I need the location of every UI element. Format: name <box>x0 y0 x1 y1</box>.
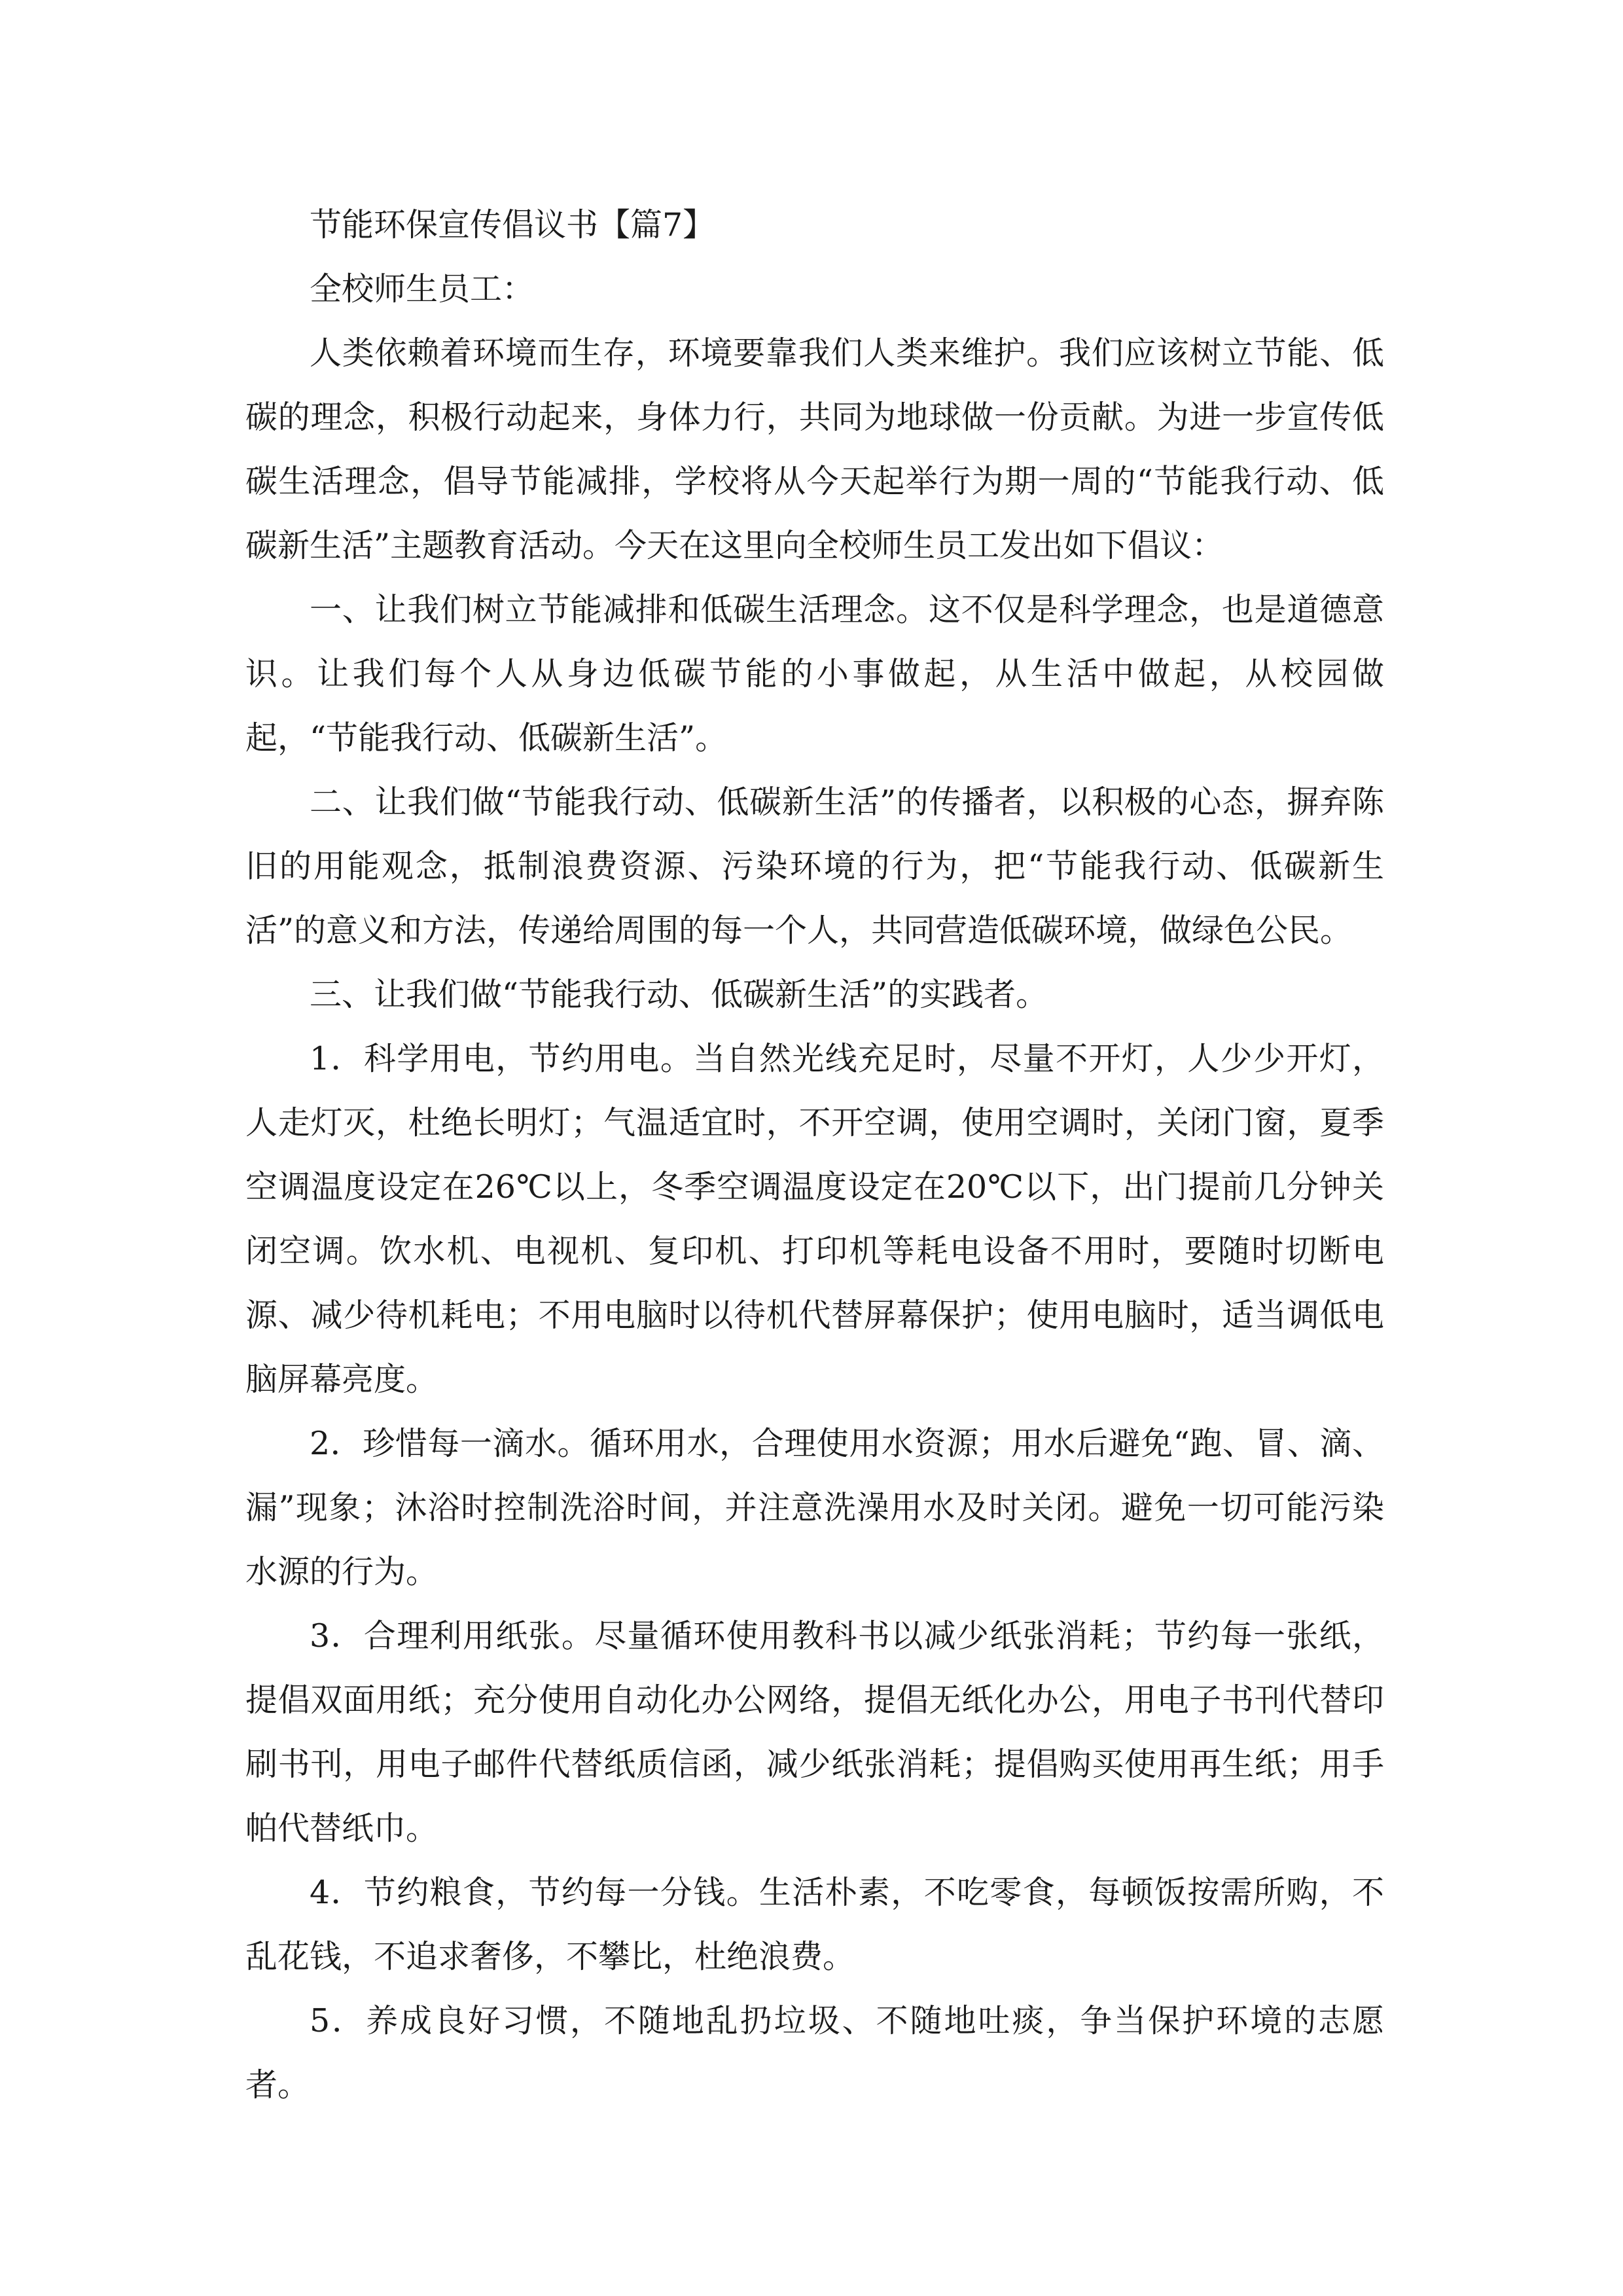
document-title: 节能环保宣传倡议书【篇7】 <box>310 206 715 243</box>
document-body <box>245 193 1384 2117</box>
paragraph-point-1: 一、让我们树立节能减排和低碳生活理念。这不仅是科学理念，也是道德意识。让我们每个人从身边低碳节能的小事做起，从生活中做起，从校园做起，“节能我行动、低碳新生活”。 <box>245 591 1384 757</box>
paragraph-item-5: 5．养成良好习惯，不随地乱扔垃圾、不随地吐痰，争当保护环境的志愿者。 <box>245 2002 1384 2104</box>
salutation: 全校师生员工： <box>310 270 535 308</box>
paragraph-item-4: 4．节约粮食，节约每一分钱。生活朴素，不吃零食，每顿饭按需所购，不乱花钱，不追求奢侈，不攀比，杜绝浪费。 <box>245 1874 1384 1975</box>
paragraph-point-3: 三、让我们做“节能我行动、低碳新生活”的实践者。 <box>310 976 1048 1013</box>
paragraph-item-3: 3．合理利用纸张。尽量循环使用教科书以减少纸张消耗；节约每一张纸，提倡双面用纸；充分使用自动化办公网络，提倡无纸化办公，用电子书刊代替印刷书刊，用电子邮件代替纸质信函，减少纸张消耗；提倡购买使用再生纸；用手帕代替纸巾。 <box>245 1617 1384 1847</box>
paragraph-item-2: 2．珍惜每一滴水。循环用水，合理使用水资源；用水后避免“跑、冒、滴、漏”现象；沐浴时控制洗浴时间，并注意洗澡用水及时关闭。避免一切可能污染水源的行为。 <box>245 1425 1384 1590</box>
paragraph-point-2: 二、让我们做“节能我行动、低碳新生活”的传播者，以积极的心态，摒弃陈旧的用能观念，抵制浪费资源、污染环境的行为，把“节能我行动、低碳新生活”的意义和方法，传递给周围的每一个人，共同营造低碳环境，做绿色公民。 <box>245 783 1384 949</box>
paragraph-intro: 人类依赖着环境而生存，环境要靠我们人类来维护。我们应该树立节能、低碳的理念，积极行动起来，身体力行，共同为地球做一份贡献。为进一步宣传低碳生活理念，倡导节能减排，学校将从今天起举行为期一周的“节能我行动、低碳新生活”主题教育活动。今天在这里向全校师生员工发出如下倡议： <box>245 334 1384 564</box>
paragraph-item-1: 1．科学用电，节约用电。当自然光线充足时，尽量不开灯，人少少开灯，人走灯灭，杜绝长明灯；气温适宜时，不开空调，使用空调时，关闭门窗，夏季空调温度设定在26℃以上，冬季空调温度设定在20℃以下，出门提前几分钟关闭空调。饮水机、电视机、复印机、打印机等耗电设备不用时，要随时切断电源、减少待机耗电；不用电脑时以待机代替屏幕保护；使用电脑时，适当调低电脑屏幕亮度。 <box>245 1040 1384 1398</box>
